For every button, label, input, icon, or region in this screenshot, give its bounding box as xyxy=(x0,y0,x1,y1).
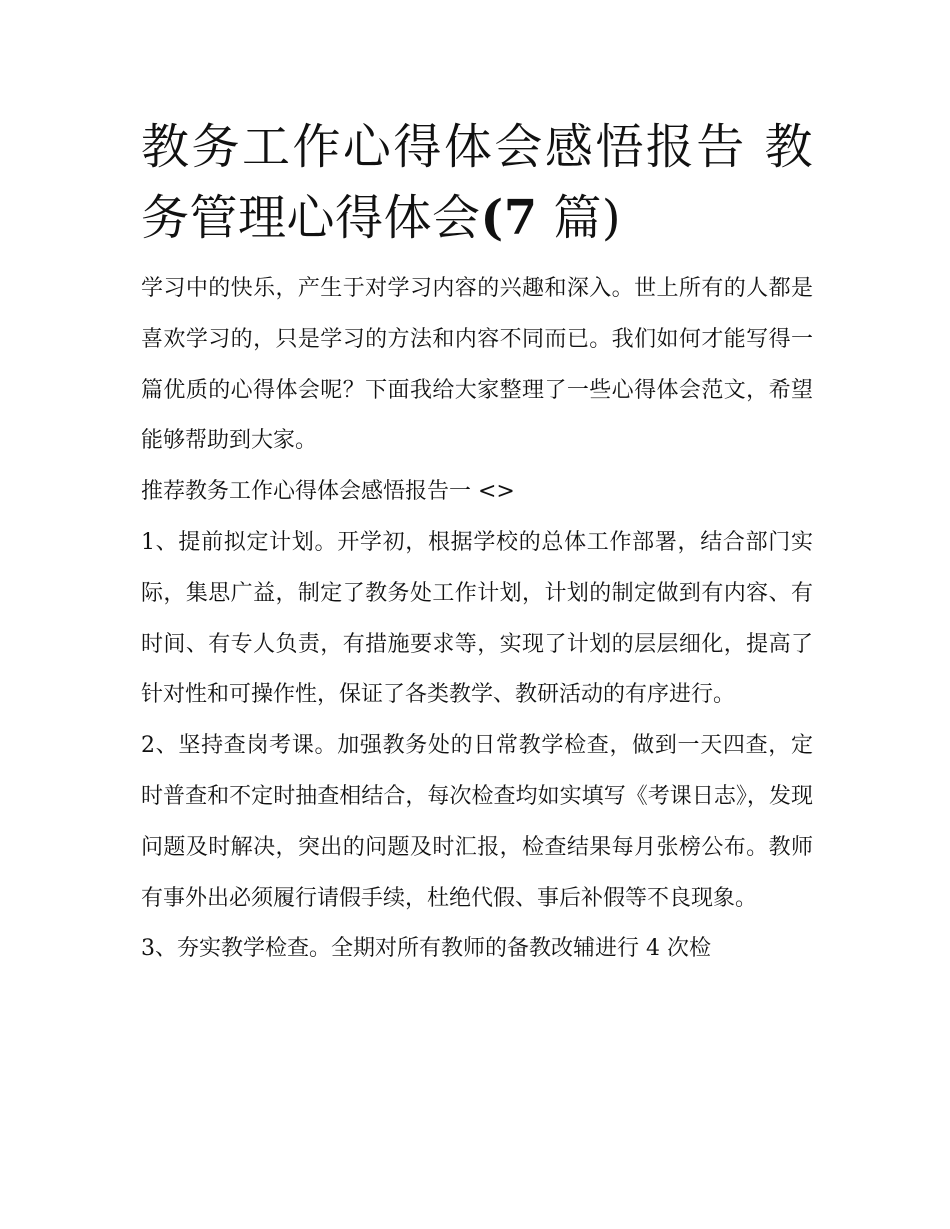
item-3-paragraph: 3、夯实教学检查。全期对所有教师的备教改辅进行 4 次检 xyxy=(141,936,711,962)
item-1-paragraph: 1、提前拟定计划。开学初，根据学校的总体工作部署，结合部门实际，集思广益，制定了教务处工作计划，计划的制定做到有内容、有时间、有专人负责，有措施要求等，实现了计划的层层细化，提高了针对性和可操作性，保证了各类教学、教研活动的有序进行。 xyxy=(141,529,813,708)
title-suffix: 篇) xyxy=(537,190,622,246)
item-2-paragraph: 2、坚持查岗考课。加强教务处的日常教学检查，做到一天四查，定时普查和不定时抽查相结合，每次检查均如实填写《考课日志》，发现问题及时解决，突出的问题及时汇报，检查结果每月张榜公布。教师有事外出必须履行请假手续，杜绝代假、事后补假等不良现象。 xyxy=(141,733,813,911)
intro-paragraph: 学习中的快乐，产生于对学习内容的兴趣和深入。世上所有的人都是喜欢学习的，只是学习的方法和内容不同而已。我们如何才能写得一篇优质的心得体会呢？下面我给大家整理了一些心得体会范文，希望能够帮助到大家。 xyxy=(141,276,813,454)
title-text: 教务工作心得体会感悟报告 教务管理心得体会 xyxy=(141,119,813,246)
title-count: (7 xyxy=(480,190,538,246)
section-heading: 推荐教务工作心得体会感悟报告一 <> xyxy=(141,479,515,505)
document-title xyxy=(141,112,813,254)
document-body xyxy=(141,112,813,975)
